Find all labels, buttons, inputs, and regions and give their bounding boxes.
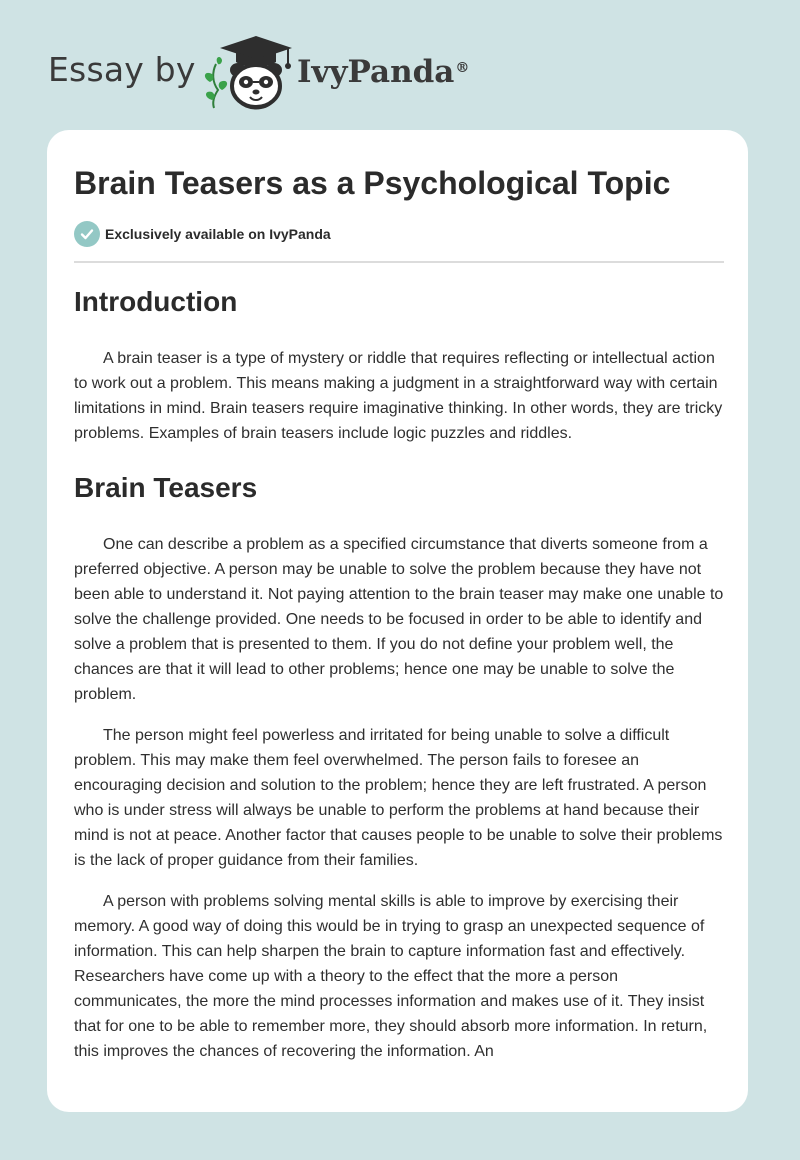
essay-content: [74, 280, 724, 1064]
panda-graduation-cap-icon: [200, 30, 296, 112]
page-title: Brain Teasers as a Psychological Topic: [74, 165, 671, 201]
paragraph-brain-teasers-2: The person might feel powerless and irritated for being unable to solve a difficult problem. This may make them feel overwhelmed. The person fails to foresee an encouraging decision and solution to the problem; hence they are left frustrated. A person who is under stress will always be unable to perform the problems at hand because their mind is not at peace. Another factor that causes people to be unable to solve their problems is the lack of proper guidance from their families.: [74, 727, 723, 869]
paragraph-brain-teasers-1: One can describe a problem as a specified circumstance that diverts someone from a preferred objective. A person may be unable to solve the problem because they have not been able to understand it. Not paying attention to the brain teaser may make one unable to solve the challenge provided. One needs to be focused in order to be able to identify and solve a problem that is presented to them. If you do not define your problem well, the chances are that it will lead to other problems; hence one may be unable to solve the problem.: [74, 536, 724, 703]
brand-name-text: IvyPanda: [297, 54, 455, 90]
section-heading-introduction: Introduction: [74, 286, 238, 317]
panda-logo-icon[interactable]: [200, 30, 296, 112]
site-header: [0, 0, 800, 125]
title-divider: [74, 261, 724, 263]
paragraph-brain-teasers-3: A person with problems solving mental skills is able to improve by exercising their memory. A good way of doing this would be in trying to grasp an unexpected sequence of information. This can help sharpen the brain to capture information fast and effectively. Researchers have come up with a theory to the effect that the more a person communicates, the more the mind processes information and makes use of it. They insist that for one to be able to remember more, they should absorb more information. In return, this improves the chances of recovering the information. An: [74, 893, 708, 1060]
ivy-leaf-icon: [205, 57, 227, 108]
exclusive-badge: [74, 221, 331, 247]
section-heading-brain-teasers: Brain Teasers: [74, 472, 258, 503]
check-mark-icon: [80, 227, 94, 241]
exclusive-label: Exclusively available on IvyPanda: [105, 226, 331, 242]
check-icon: [74, 221, 100, 247]
brand-name[interactable]: [297, 52, 469, 92]
registered-mark: ®: [455, 60, 470, 76]
essay-by-label: Essay by: [48, 50, 196, 89]
essay-card: [47, 130, 748, 1112]
paragraph-introduction: A brain teaser is a type of mystery or riddle that requires reflecting or intellectual action to work out a problem. This means making a judgment in a straightforward way with certain limitations in mind. Brain teasers require imaginative thinking. In other words, they are tricky problems. Examples of brain teasers include logic puzzles and riddles.: [74, 350, 723, 442]
